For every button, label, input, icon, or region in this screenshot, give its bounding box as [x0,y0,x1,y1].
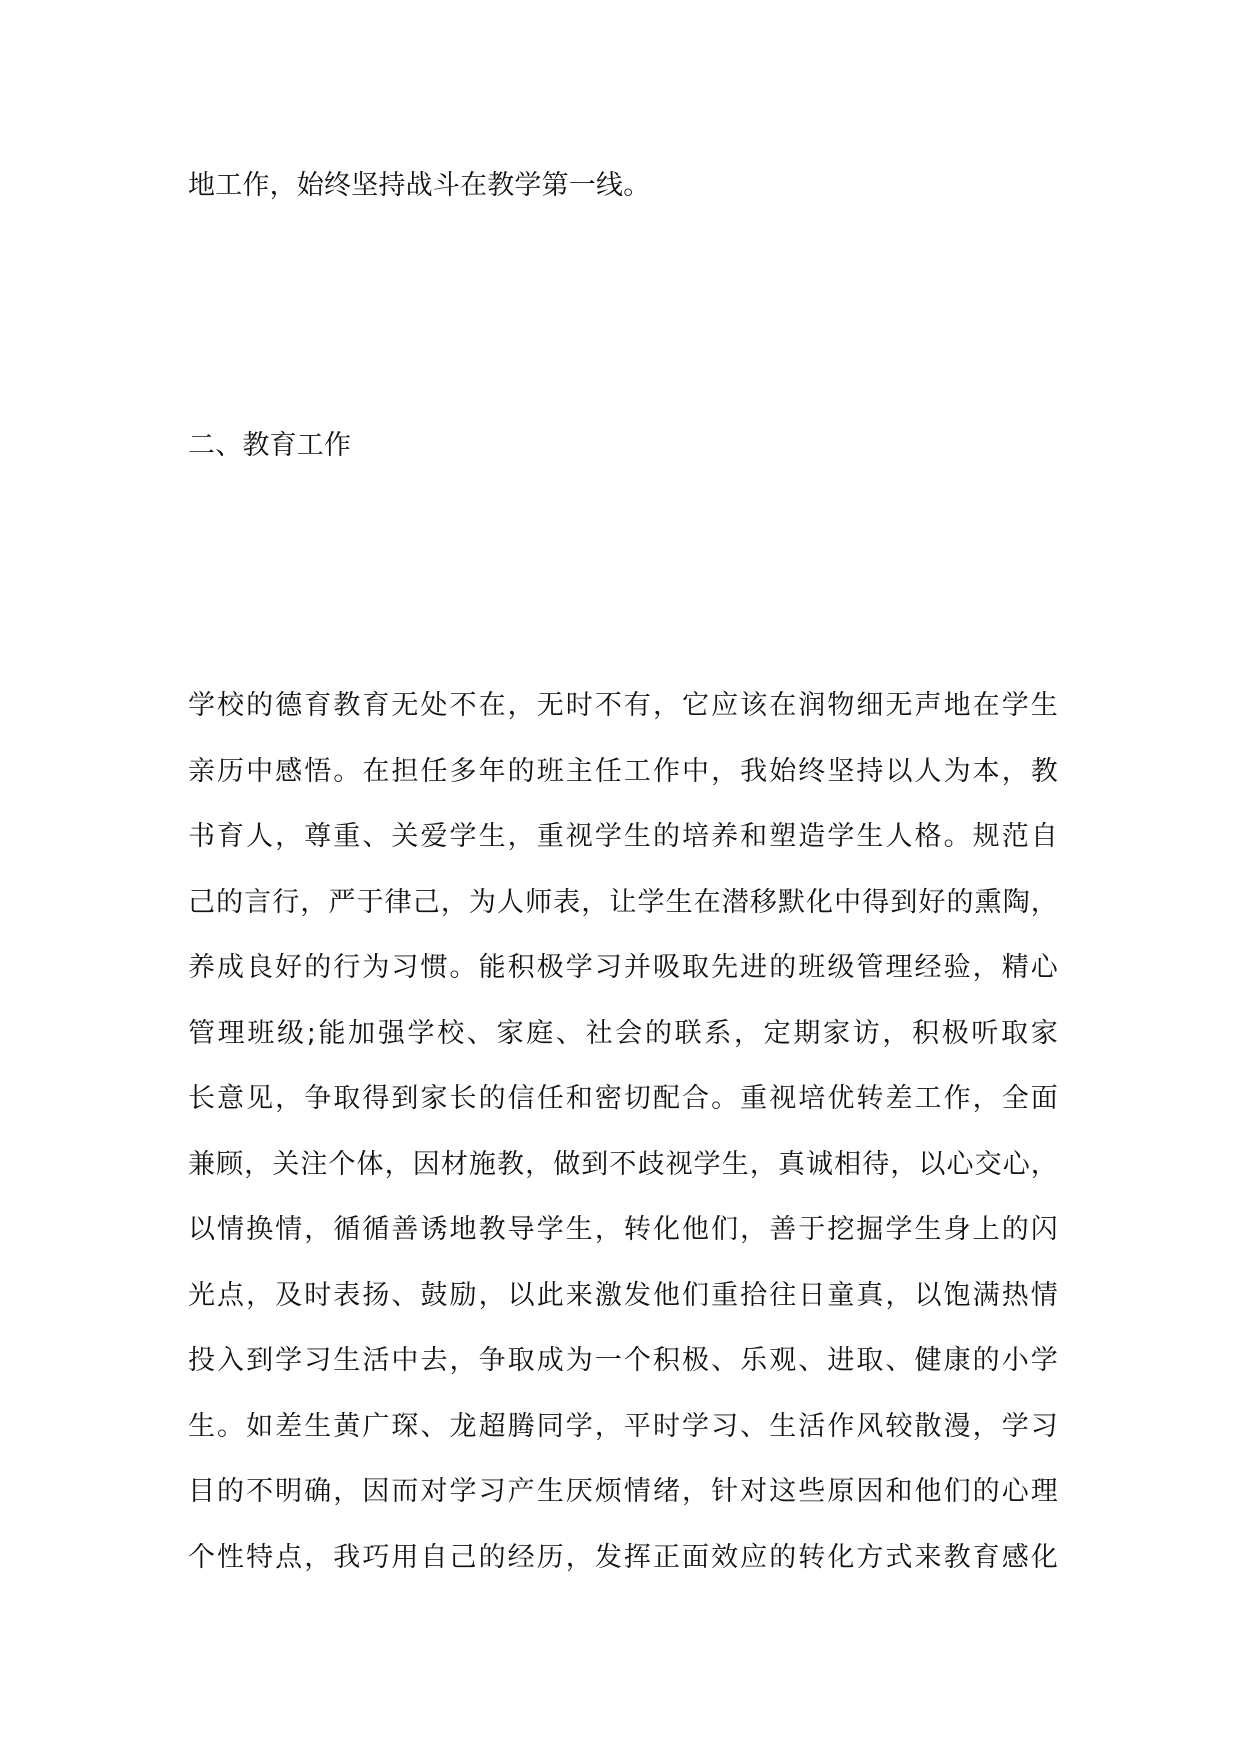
paragraph-line: 书育人，尊重、关爱学生，重视学生的培养和塑造学生人格。规范自 [188,821,1058,852]
paragraph-line: 长意见，争取得到家长的信任和密切配合。重视培优转差工作，全面 [188,1083,1058,1114]
paragraph-line: 生。如差生黄广琛、龙超腾同学，平时学习、生活作风较散漫，学习 [188,1410,1058,1442]
paragraph-line: 光点，及时表扬、鼓励，以此来激发他们重拾往日童真，以饱满热情 [188,1279,1058,1311]
paragraph-line: 个性特点，我巧用自己的经历，发挥正面效应的转化方式来教育感化 [188,1541,1058,1573]
paragraph-line: 兼顾，关注个体，因材施教，做到不歧视学生，真诚相待，以心交心， [188,1148,1058,1180]
intro-line: 地工作，始终坚持战斗在教学第一线。 [188,170,651,201]
paragraph-line: 学校的德育教育无处不在，无时不有，它应该在润物细无声地在学生 [188,690,1058,721]
paragraph-line: 以情换情，循循善诱地教导学生，转化他们，善于挖掘学生身上的闪 [188,1214,1058,1245]
paragraph-line: 养成良好的行为习惯。能积极学习并吸取先进的班级管理经验，精心 [188,952,1058,983]
paragraph-line: 己的言行，严于律己，为人师表，让学生在潜移默化中得到好的熏陶， [188,886,1058,918]
paragraph-line: 投入到学习生活中去，争取成为一个积极、乐观、进取、健康的小学 [188,1345,1058,1376]
paragraph-line: 目的不明确，因而对学习产生厌烦情绪，针对这些原因和他们的心理 [188,1476,1058,1507]
section-heading: 二、教育工作 [188,430,352,461]
paragraph-line: 亲历中感悟。在担任多年的班主任工作中，我始终坚持以人为本，教 [188,755,1058,787]
body-paragraph [188,686,1058,1603]
paragraph-line: 管理班级;能加强学校、家庭、社会的联系，定期家访，积极听取家 [188,1017,1058,1049]
